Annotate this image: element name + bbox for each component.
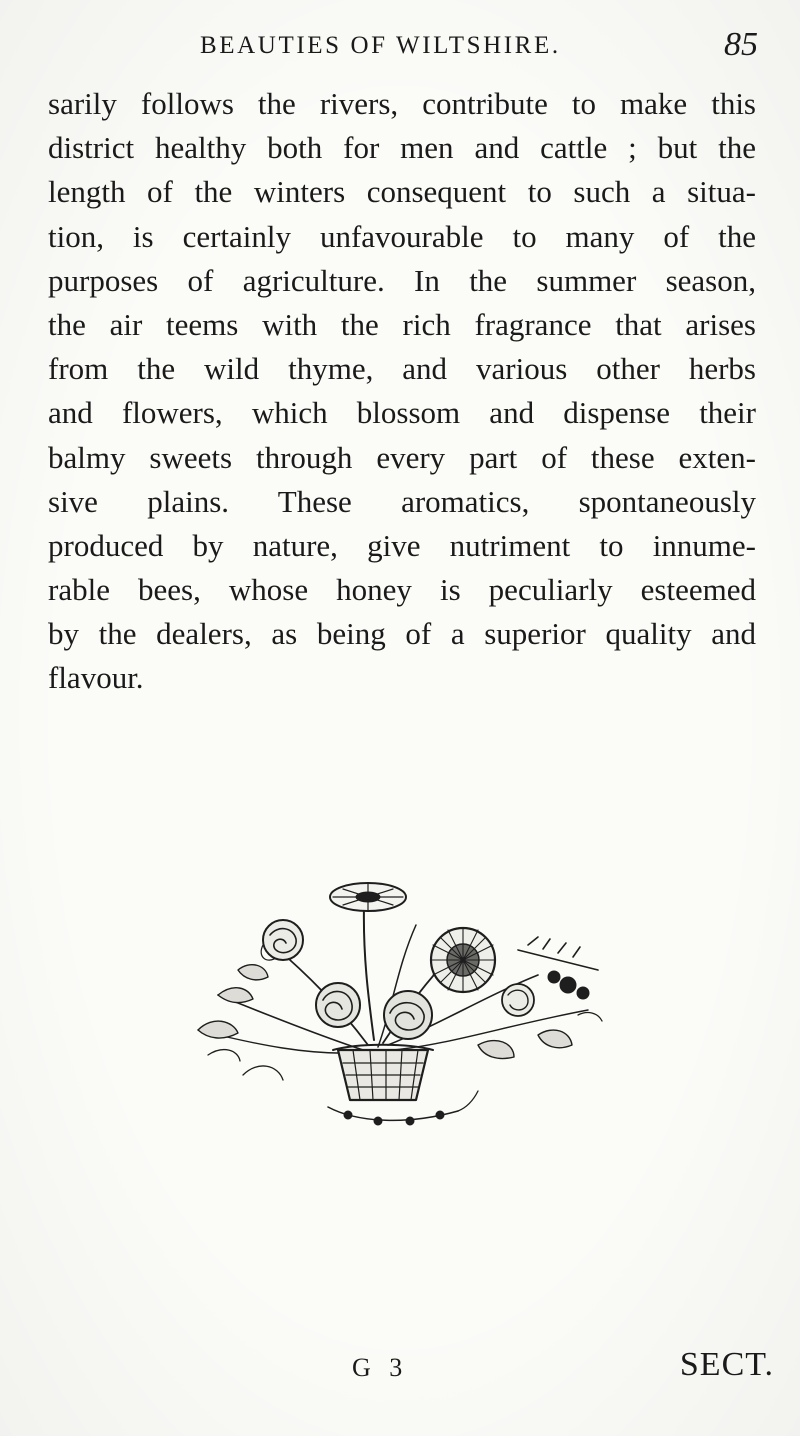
flower-basket-vignette-icon: [178, 875, 614, 1130]
text-line: rable bees, whose honey is peculiarly esteemed: [48, 572, 756, 608]
text-line: by the dealers, as being of a superior quality and: [48, 616, 756, 652]
text-line: sive plains. These aromatics, spontaneously: [48, 483, 756, 519]
text-line: district healthy both for men and cattle ; but the: [48, 130, 756, 166]
text-line: produced by nature, give nutriment to innume-: [48, 527, 756, 563]
signature-mark: G 3: [352, 1353, 409, 1382]
text-line: the air teems with the rich fragrance that arises: [48, 306, 756, 342]
text-line: and flowers, which blossom and dispense their: [48, 395, 756, 431]
catchword: SECT.: [679, 1346, 774, 1383]
page-number: 85: [724, 26, 758, 63]
text-line: purposes of agriculture. In the summer season,: [48, 262, 756, 298]
text-line: tion, is certainly unfavourable to many of the: [48, 218, 756, 254]
text-line: sarily follows the rivers, contribute to make this: [48, 86, 756, 121]
text-line: balmy sweets through every part of these exten-: [48, 439, 756, 475]
text-line-last: flavour.: [48, 660, 144, 696]
running-head: BEAUTIES OF WILTSHIRE.: [200, 32, 561, 59]
text-line: length of the winters consequent to such a situa-: [48, 174, 756, 210]
body-paragraph: [48, 82, 756, 701]
text-line: from the wild thyme, and various other herbs: [48, 351, 756, 387]
